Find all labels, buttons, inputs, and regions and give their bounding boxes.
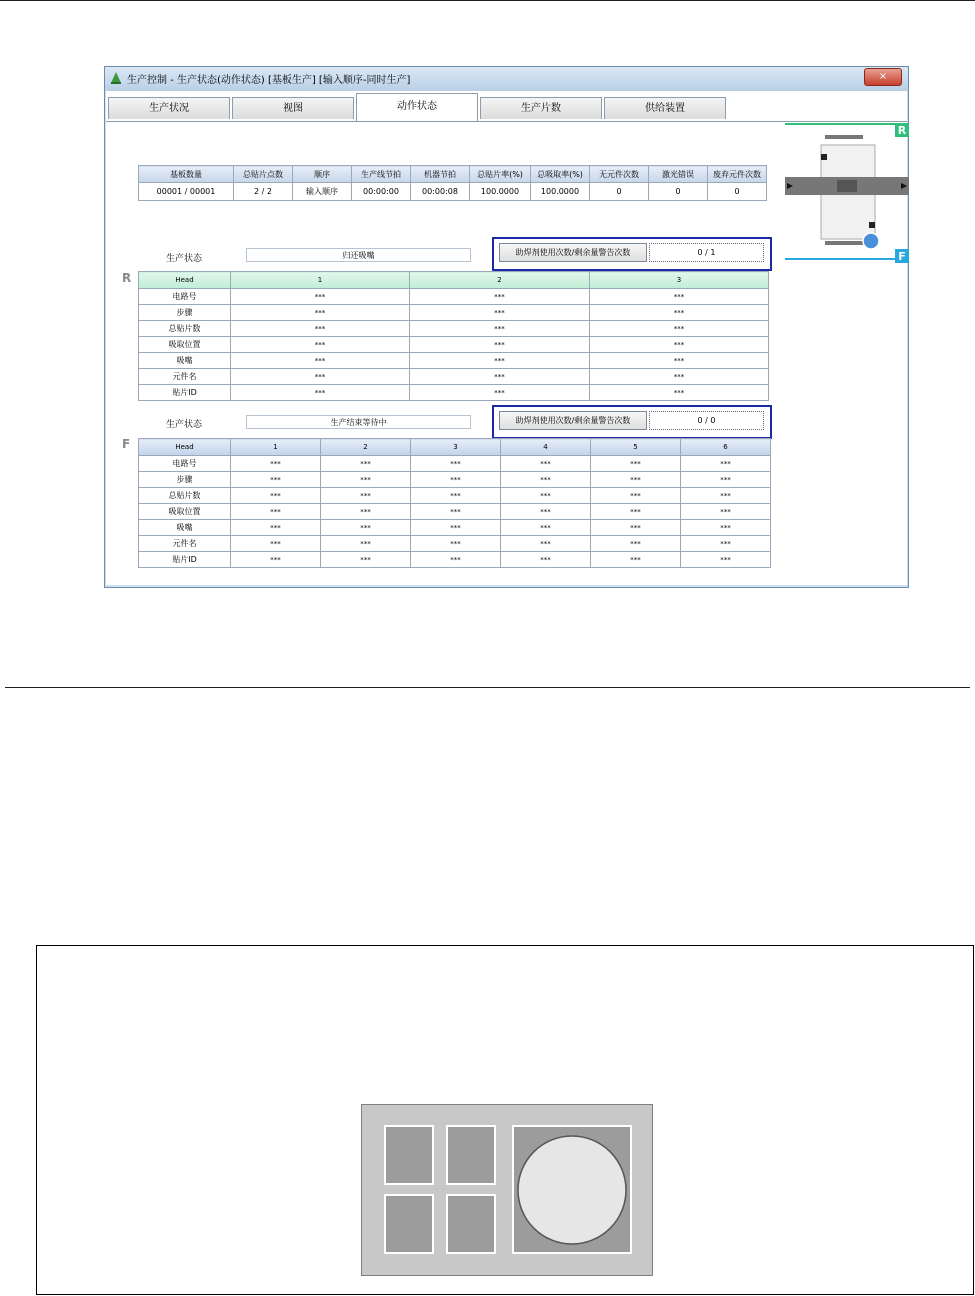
cell: ***: [590, 385, 769, 401]
cell: ***: [590, 337, 769, 353]
rear-counter-highlight: [492, 237, 772, 271]
row-label: 贴片ID: [139, 385, 231, 401]
tab-production-count[interactable]: 生产片数: [480, 97, 602, 119]
row-label: 元件名: [139, 369, 231, 385]
row-label: 吸取位置: [139, 504, 231, 520]
front-status-value: 生产结束等待中: [246, 415, 471, 429]
table-row: [139, 552, 771, 568]
row-label: 总贴片数: [139, 488, 231, 504]
cell: ***: [681, 504, 771, 520]
cell: ***: [590, 305, 769, 321]
cell: ***: [590, 369, 769, 385]
cell: ***: [231, 536, 321, 552]
production-control-window: [104, 66, 909, 588]
rear-marker: [821, 154, 827, 160]
rear-flux-counter-button[interactable]: 助焊剂使用次数/剩余量警告次数: [499, 243, 647, 262]
head-column-label: Head: [139, 272, 231, 289]
cell: ***: [321, 456, 411, 472]
front-head-unit: [825, 241, 863, 245]
cell: ***: [411, 552, 501, 568]
cell: ***: [231, 337, 410, 353]
cell: ***: [410, 289, 590, 305]
summary-header: 总吸取率(%): [531, 166, 590, 183]
cell: ***: [410, 369, 590, 385]
cell: ***: [591, 552, 681, 568]
row-label: 电路号: [139, 289, 231, 305]
row-label: 吸取位置: [139, 337, 231, 353]
summary-header: 机器节拍: [411, 166, 470, 183]
table-row: [139, 504, 771, 520]
app-icon: [109, 71, 123, 85]
cell: ***: [681, 536, 771, 552]
tab-feeder[interactable]: 供给装置: [604, 97, 726, 119]
cell: ***: [681, 472, 771, 488]
summary-header: 生产线节拍: [352, 166, 411, 183]
table-row: [139, 488, 771, 504]
row-label: 吸嘴: [139, 520, 231, 536]
summary-header: 总贴片率(%): [470, 166, 531, 183]
cell: ***: [591, 520, 681, 536]
cell: ***: [501, 504, 591, 520]
summary-value-row: [139, 183, 767, 201]
summary-cell: 0: [590, 183, 649, 201]
cell: ***: [231, 369, 410, 385]
summary-cell: 100.0000: [470, 183, 531, 201]
head-number: 1: [231, 439, 321, 456]
nozzle-layout-illustration: [361, 1104, 653, 1276]
cell: ***: [591, 472, 681, 488]
cell: ***: [321, 488, 411, 504]
section-rule: [5, 687, 970, 688]
cell: ***: [231, 520, 321, 536]
table-row: [139, 321, 769, 337]
cell: ***: [501, 488, 591, 504]
head-number: 2: [410, 272, 590, 289]
front-head-header-row: [139, 439, 771, 456]
rear-flux-counter-value: 0 / 1: [649, 243, 764, 262]
cell: ***: [231, 488, 321, 504]
row-label: 吸嘴: [139, 353, 231, 369]
head-number: 5: [591, 439, 681, 456]
front-section-tag: F: [122, 437, 131, 451]
cell: ***: [591, 488, 681, 504]
table-row: [139, 289, 769, 305]
cell: ***: [681, 488, 771, 504]
cell: ***: [590, 353, 769, 369]
cell: ***: [681, 520, 771, 536]
row-label: 步骤: [139, 305, 231, 321]
cell: ***: [410, 321, 590, 337]
cell: ***: [501, 520, 591, 536]
cell: ***: [231, 472, 321, 488]
cell: ***: [231, 552, 321, 568]
summary-header: 激光错误: [649, 166, 708, 183]
summary-cell: 0: [649, 183, 708, 201]
summary-cell: 00001 / 00001: [139, 183, 234, 201]
summary-header: 废弃元件次数: [708, 166, 767, 183]
row-label: 总贴片数: [139, 321, 231, 337]
summary-cell: 输入顺序: [293, 183, 352, 201]
title-bar[interactable]: [105, 67, 908, 91]
table-row: [139, 536, 771, 552]
top-rule: [0, 0, 975, 1]
front-head-table: [138, 438, 771, 568]
row-label: 电路号: [139, 456, 231, 472]
head-number: 2: [321, 439, 411, 456]
table-row: [139, 456, 771, 472]
summary-header: 顺序: [293, 166, 352, 183]
row-label: 元件名: [139, 536, 231, 552]
head-number: 3: [411, 439, 501, 456]
table-row: [139, 369, 769, 385]
summary-header: 无元件次数: [590, 166, 649, 183]
illustration-panel: [36, 945, 974, 1295]
rear-head-table: [138, 271, 769, 401]
cell: ***: [231, 385, 410, 401]
row-label: 步骤: [139, 472, 231, 488]
board: [837, 180, 857, 192]
cell: ***: [231, 289, 410, 305]
cell: ***: [231, 456, 321, 472]
rear-head-unit: [825, 135, 863, 139]
tab-view[interactable]: 视图: [232, 97, 354, 119]
front-counter-highlight: [492, 405, 772, 439]
rear-status-label: 生产状态: [166, 254, 203, 264]
summary-cell: 2 / 2: [234, 183, 293, 201]
table-row: [139, 337, 769, 353]
cell: ***: [681, 552, 771, 568]
cell: ***: [501, 456, 591, 472]
head-number: 6: [681, 439, 771, 456]
cell: ***: [321, 520, 411, 536]
tab-action-status[interactable]: 动作状态: [356, 93, 478, 121]
head-number: 1: [231, 272, 410, 289]
cell: ***: [410, 385, 590, 401]
cell: ***: [231, 321, 410, 337]
summary-table: [138, 165, 767, 201]
refresh-icon: [863, 233, 879, 249]
cell: ***: [501, 536, 591, 552]
table-row: [139, 520, 771, 536]
cell: ***: [411, 504, 501, 520]
cell: ***: [411, 488, 501, 504]
window-title: 生产控制 - 生产状态(动作状态) [基板生产] [输入顺序-同时生产]: [127, 75, 411, 86]
rear-status-value: 归还吸嘴: [246, 248, 471, 262]
head-number: 4: [501, 439, 591, 456]
large-nozzle-circle: [518, 1136, 626, 1244]
head-column-label: Head: [139, 439, 231, 456]
cell: ***: [411, 456, 501, 472]
front-marker: [869, 222, 875, 228]
rear-tag: R: [897, 124, 907, 137]
cell: ***: [410, 305, 590, 321]
slot-top-middle: [447, 1126, 495, 1184]
rear-accent-line: [785, 123, 897, 125]
front-flux-counter-button[interactable]: 助焊剂使用次数/剩余量警告次数: [499, 411, 647, 430]
cell: ***: [591, 536, 681, 552]
summary-cell: 00:00:00: [352, 183, 411, 201]
cell: ***: [590, 321, 769, 337]
summary-cell: 00:00:08: [411, 183, 470, 201]
front-accent-line: [785, 258, 897, 260]
cell: ***: [231, 504, 321, 520]
cell: ***: [410, 353, 590, 369]
slot-bottom-middle: [447, 1195, 495, 1253]
cell: ***: [321, 536, 411, 552]
summary-header: 基板数量: [139, 166, 234, 183]
cell: ***: [411, 536, 501, 552]
cell: ***: [501, 552, 591, 568]
tab-bar: [106, 93, 907, 119]
head-number: 3: [590, 272, 769, 289]
row-label: 贴片ID: [139, 552, 231, 568]
summary-header-row: [139, 166, 767, 183]
cell: ***: [411, 520, 501, 536]
front-flux-counter-value: 0 / 0: [649, 411, 764, 430]
cell: ***: [501, 472, 591, 488]
cell: ***: [591, 504, 681, 520]
cell: ***: [321, 472, 411, 488]
tab-production-status[interactable]: 生产状况: [108, 97, 230, 119]
cell: ***: [231, 353, 410, 369]
summary-cell: 100.0000: [531, 183, 590, 201]
cell: ***: [321, 552, 411, 568]
close-button[interactable]: ×: [864, 68, 902, 86]
table-row: [139, 472, 771, 488]
front-tag: F: [898, 250, 906, 263]
summary-cell: 0: [708, 183, 767, 201]
rear-head-header-row: [139, 272, 769, 289]
rear-section-tag: R: [122, 271, 132, 285]
table-row: [139, 385, 769, 401]
cell: ***: [591, 456, 681, 472]
table-row: [139, 353, 769, 369]
machine-diagram: [785, 121, 909, 263]
cell: ***: [231, 305, 410, 321]
slot-top-left: [385, 1126, 433, 1184]
cell: ***: [410, 337, 590, 353]
summary-header: 总贴片点数: [234, 166, 293, 183]
slot-bottom-left: [385, 1195, 433, 1253]
cell: ***: [411, 472, 501, 488]
cell: ***: [321, 504, 411, 520]
window-client: [106, 91, 907, 585]
cell: ***: [681, 456, 771, 472]
front-status-label: 生产状态: [166, 420, 203, 430]
table-row: [139, 305, 769, 321]
cell: ***: [590, 289, 769, 305]
